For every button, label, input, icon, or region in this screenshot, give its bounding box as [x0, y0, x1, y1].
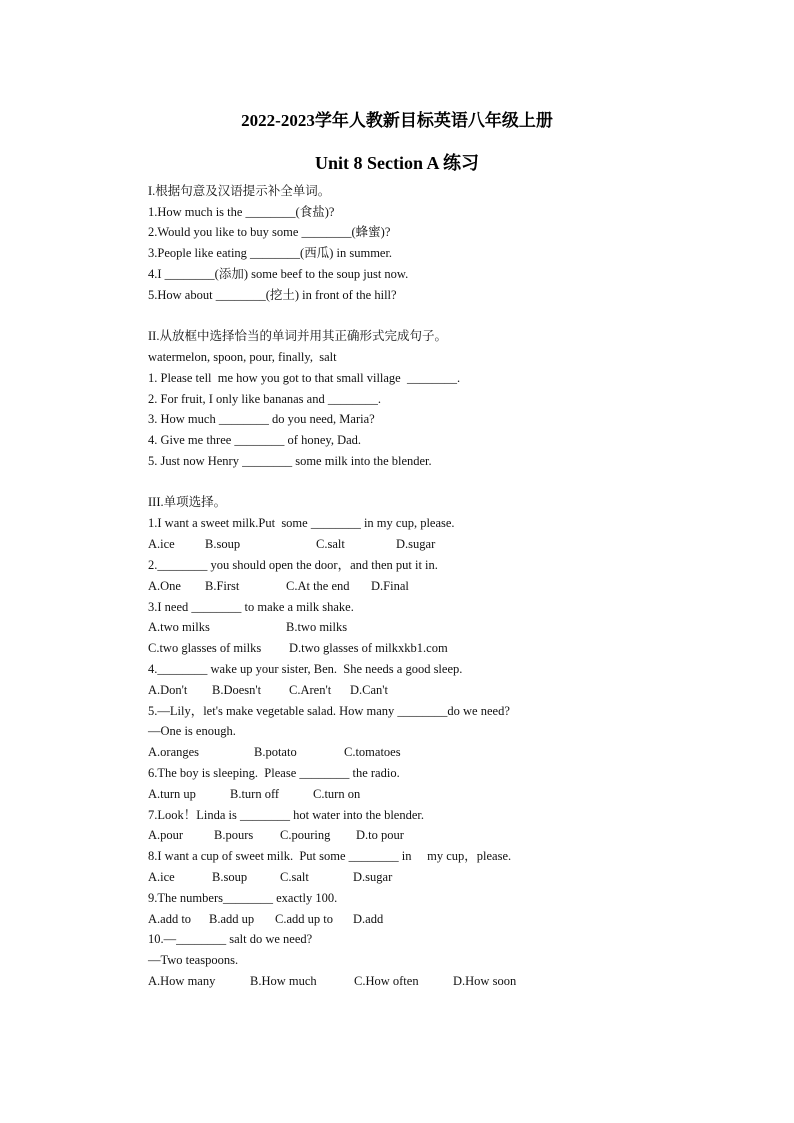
worksheet-title: 2022-2023学年人教新目标英语八年级上册 [241, 111, 553, 130]
option-a: A.Don't [148, 683, 188, 697]
option-c: C.add up to [275, 912, 333, 926]
option-a: A.One [148, 579, 181, 593]
option-d: D.to pour [356, 828, 404, 842]
option-a: A.ice [148, 870, 175, 884]
section1-item-3: 3.People like eating ________(西瓜) in summer. [148, 246, 393, 260]
question-stem: 4.________ wake up your sister, Ben. She needs a good sleep. [148, 662, 463, 676]
worksheet-subtitle: Unit 8 Section A 练习 [314, 153, 479, 173]
option-b: B.soup [212, 870, 248, 884]
option-c: C.two glasses of milks [148, 641, 262, 655]
question-response: —One is enough. [148, 724, 236, 738]
question-stem: 5.—Lily，let's make vegetable salad. How many ________do we need? [148, 704, 510, 718]
question-stem: 2.________ you should open the door，and then put it in. [148, 558, 438, 572]
section2-heading: II.从放框中选择恰当的单词并用其正确形式完成句子。 [148, 329, 447, 343]
option-b: B.turn off [230, 787, 280, 801]
question-stem: 9.The numbers________ exactly 100. [148, 891, 338, 905]
option-c: C.tomatoes [344, 745, 401, 759]
section2-item-3: 3. How much ________ do you need, Maria? [148, 412, 375, 426]
question-stem: 6.The boy is sleeping. Please ________ the radio. [148, 766, 400, 780]
option-b: B.potato [254, 745, 297, 759]
option-c: C.pouring [280, 828, 331, 842]
section1-item-2: 2.Would you like to buy some ________(蜂蜜)? [148, 225, 391, 239]
section2-item-4: 4. Give me three ________ of honey, Dad. [148, 433, 362, 447]
option-d: D.sugar [353, 870, 393, 884]
question-stem: 3.I need ________ to make a milk shake. [148, 600, 354, 614]
option-a: A.two milks [148, 620, 210, 634]
section1-heading: I.根据句意及汉语提示补全单词。 [148, 184, 331, 198]
option-b: B.pours [214, 828, 254, 842]
option-a: A.How many [148, 974, 216, 988]
option-c: C.turn on [313, 787, 361, 801]
option-c: C.Aren't [289, 683, 332, 697]
section2-word-bank: watermelon, spoon, pour, finally, salt [148, 350, 337, 364]
option-a: A.ice [148, 537, 175, 551]
option-b: B.How much [250, 974, 317, 988]
section1-item-1: 1.How much is the ________(食盐)? [148, 205, 335, 219]
option-d: D.two glasses of milkxkb1.com [289, 641, 448, 655]
option-b: B.add up [209, 912, 255, 926]
question-response: —Two teaspoons. [148, 953, 239, 967]
question-stem: 1.I want a sweet milk.Put some ________ in my cup, please. [148, 516, 455, 530]
option-c: C.salt [280, 870, 309, 884]
option-d: D.sugar [396, 537, 436, 551]
section1-item-4: 4.I ________(添加) some beef to the soup just now. [148, 267, 409, 281]
option-c: C.At the end [286, 579, 350, 593]
option-d: D.add [353, 912, 384, 926]
option-d: D.Final [371, 579, 409, 593]
section2-item-5: 5. Just now Henry ________ some milk into the blender. [148, 454, 432, 468]
section1-item-5: 5.How about ________(挖土) in front of the hill? [148, 288, 397, 302]
section2-item-2: 2. For fruit, I only like bananas and ________. [148, 392, 381, 406]
question-stem: 10.—________ salt do we need? [148, 932, 313, 946]
option-b: B.two milks [286, 620, 348, 634]
option-b: B.soup [205, 537, 241, 551]
question-stem: 8.I want a cup of sweet milk. Put some ________ in my cup，please. [148, 849, 512, 863]
option-c: C.How often [354, 974, 419, 988]
option-a: A.add to [148, 912, 192, 926]
option-d: D.Can't [350, 683, 389, 697]
option-c: C.salt [316, 537, 345, 551]
option-b: B.First [205, 579, 240, 593]
option-b: B.Doesn't [212, 683, 262, 697]
option-a: A.pour [148, 828, 184, 842]
option-a: A.oranges [148, 745, 200, 759]
question-stem: 7.Look！Linda is ________ hot water into the blender. [148, 808, 424, 822]
section3-heading: III.单项选择。 [148, 495, 227, 509]
option-a: A.turn up [148, 787, 196, 801]
option-d: D.How soon [453, 974, 517, 988]
section2-item-1: 1. Please tell me how you got to that small village ________. [148, 371, 461, 385]
